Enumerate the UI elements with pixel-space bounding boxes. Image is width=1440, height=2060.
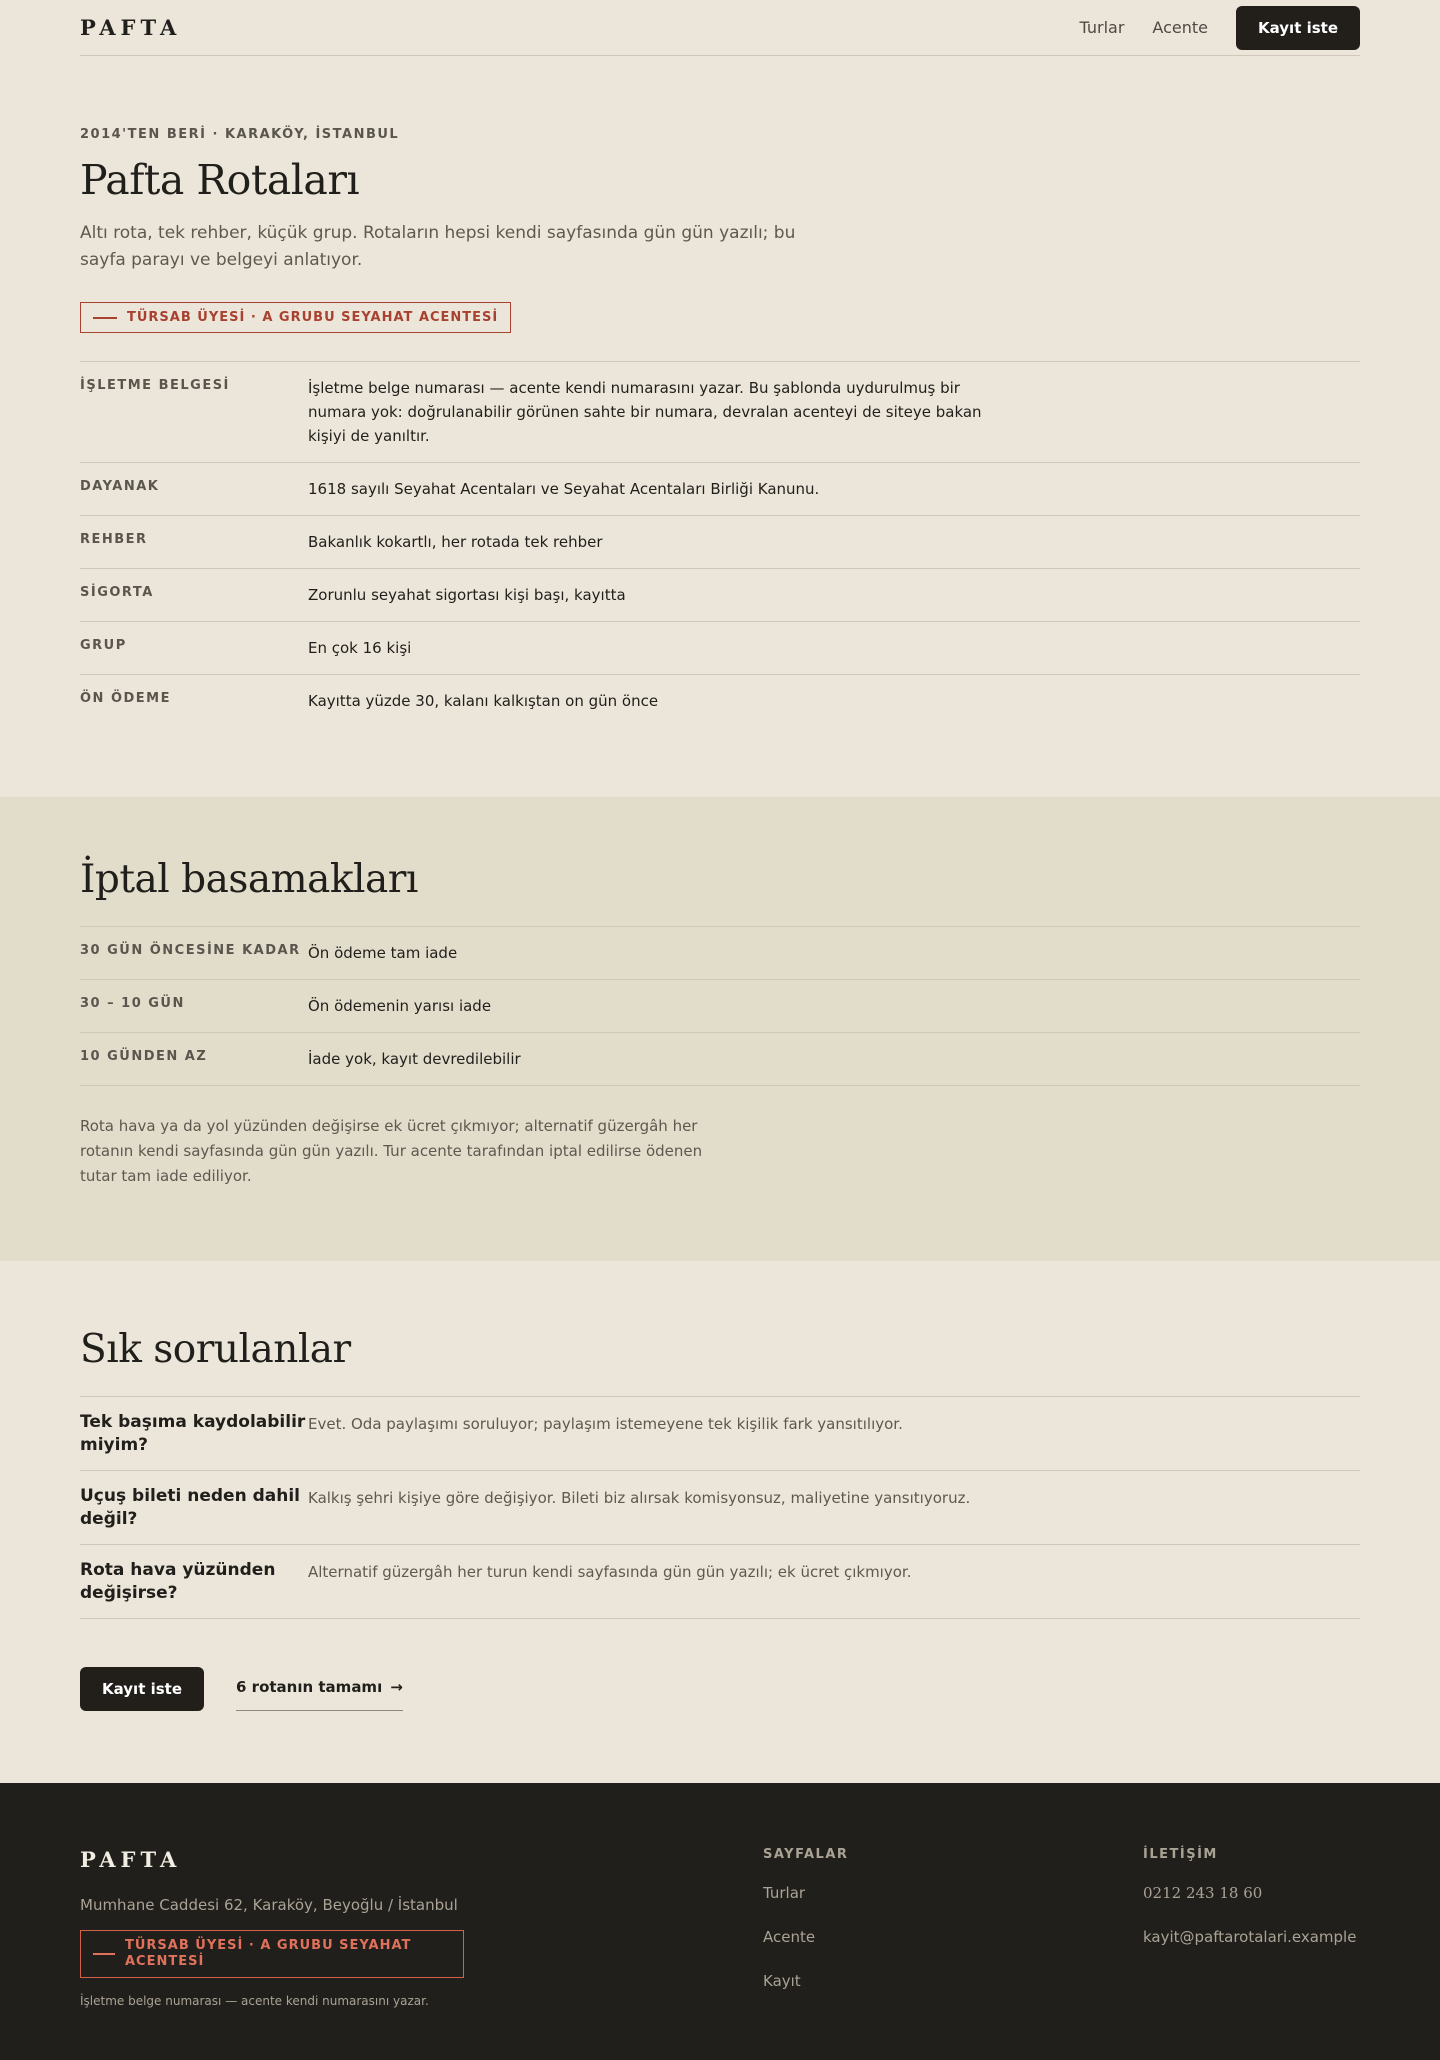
footer-tursab-badge (80, 1930, 464, 1978)
hero-section (80, 57, 1360, 727)
faq-list (80, 1396, 1360, 1619)
facts-table (80, 361, 1360, 727)
tier-value: Ön ödemenin yarısı iade (308, 997, 492, 1015)
cancellation-table (80, 926, 1360, 1086)
facts-row (80, 362, 1360, 463)
hero-eyebrow: 2014'TEN BERİ · KARAKÖY, İSTANBUL (80, 127, 400, 142)
cancellation-row (80, 927, 1360, 980)
faq-title: Sık sorulanlar (80, 1327, 351, 1372)
footer-pages-heading: SAYFALAR (763, 1847, 849, 1862)
nav-link-acente[interactable]: Acente (1152, 18, 1208, 37)
fact-key: İŞLETME BELGESİ (80, 378, 230, 393)
faq-actions (80, 1667, 1360, 1711)
site-footer (0, 1783, 1440, 2060)
site-header (0, 0, 1440, 57)
fact-key: SİGORTA (80, 585, 154, 600)
footer-phone[interactable]: 0212 243 18 60 (1143, 1884, 1263, 1902)
header-register-button[interactable]: Kayıt iste (1236, 6, 1360, 50)
faq-item (80, 1397, 1360, 1471)
tier-key: 30 – 10 GÜN (80, 996, 185, 1011)
cancellation-note: Rota hava ya da yol yüzünden değişirse ek ücret çıkmıyor; alternatif güzergâh her rotanın kendi sayfasında gün gün yazılı. Tur acente tarafından iptal edilirse ödenen tutar tam iade ediliyor. (80, 1117, 703, 1185)
facts-row (80, 569, 1360, 622)
cancellation-row (80, 980, 1360, 1033)
footer-brand (80, 1845, 763, 2008)
footer-link-kayit[interactable]: Kayıt (763, 1972, 801, 1990)
fact-value: İşletme belge numarası — acente kendi numarasını yazar. Bu şablonda uydurulmuş bir numara yok: doğrulanabilir görünen sahte bir numara, devralan acenteyi de siteye bakan kişiyi de yanıltır. (308, 379, 982, 445)
footer-contact (1143, 1845, 1360, 2008)
facts-row (80, 675, 1360, 727)
page-title: Pafta Rotaları (80, 156, 360, 204)
footer-contact-heading: İLETİŞİM (1143, 1847, 1218, 1862)
fact-value: Bakanlık kokartlı, her rotada tek rehber (308, 533, 603, 551)
fact-value: 1618 sayılı Seyahat Acentaları ve Seyahat Acentaları Birliği Kanunu. (308, 480, 820, 498)
faq-answer: Evet. Oda paylaşımı soruluyor; paylaşım istemeyene tek kişilik fark yansıtılıyor. (308, 1415, 903, 1433)
main-nav (1080, 6, 1360, 50)
faq-question: Rota hava yüzünden değişirse? (80, 1560, 276, 1603)
all-routes-link[interactable] (236, 1668, 403, 1711)
tursab-badge (80, 302, 511, 333)
badge-dash-icon (93, 317, 117, 319)
fact-key: DAYANAK (80, 479, 160, 494)
all-routes-label: 6 rotanın tamamı (236, 1677, 383, 1696)
cancellation-section (0, 797, 1440, 1261)
footer-license-note: İşletme belge numarası — acente kendi numarasını yazar. (80, 1994, 429, 2008)
tier-value: Ön ödeme tam iade (308, 944, 458, 962)
nav-link-turlar[interactable]: Turlar (1079, 18, 1125, 37)
badge-dash-icon (93, 1953, 115, 1955)
faq-question: Tek başıma kaydolabilir miyim? (80, 1412, 306, 1455)
fact-key: ÖN ÖDEME (80, 691, 171, 706)
tier-value: İade yok, kayıt devredilebilir (308, 1050, 521, 1068)
fact-key: REHBER (80, 532, 148, 547)
fact-value: En çok 16 kişi (308, 639, 412, 657)
site-logo[interactable]: PAFTA (80, 15, 182, 40)
fact-value: Zorunlu seyahat sigortası kişi başı, kayıtta (308, 586, 626, 604)
faq-answer: Kalkış şehri kişiye göre değişiyor. Bileti biz alırsak komisyonsuz, maliyetine yansıtıyoruz. (308, 1489, 971, 1507)
footer-address: Mumhane Caddesi 62, Karaköy, Beyoğlu / İstanbul (80, 1896, 458, 1914)
faq-answer: Alternatif güzergâh her turun kendi sayfasında gün gün yazılı; ek ücret çıkmıyor. (308, 1563, 912, 1581)
register-button[interactable]: Kayıt iste (80, 1667, 204, 1711)
footer-email[interactable]: kayit@paftarotalari.example (1143, 1928, 1357, 1946)
faq-question: Uçuş bileti neden dahil değil? (80, 1486, 300, 1529)
footer-pages (763, 1845, 1143, 2008)
footer-badge-label: TÜRSAB ÜYESİ · A GRUBU SEYAHAT ACENTESİ (125, 1938, 412, 1969)
facts-row (80, 463, 1360, 516)
badge-label: TÜRSAB ÜYESİ · A GRUBU SEYAHAT ACENTESİ (127, 310, 499, 325)
faq-item (80, 1545, 1360, 1619)
fact-value: Kayıtta yüzde 30, kalanı kalkıştan on gün önce (308, 692, 659, 710)
faq-item (80, 1471, 1360, 1545)
cancellation-row (80, 1033, 1360, 1086)
arrow-right-icon: → (390, 1677, 403, 1696)
footer-link-acente[interactable]: Acente (763, 1928, 816, 1946)
footer-link-turlar[interactable]: Turlar (763, 1884, 806, 1902)
cancellation-title: İptal basamakları (80, 857, 418, 902)
fact-key: GRUP (80, 638, 127, 653)
facts-row (80, 516, 1360, 569)
footer-logo[interactable]: PAFTA (80, 1847, 182, 1872)
facts-row (80, 622, 1360, 675)
hero-lead: Altı rota, tek rehber, küçük grup. Rotaların hepsi kendi sayfasında gün gün yazılı; bu sayfa parayı ve belgeyi anlatıyor. (80, 223, 796, 270)
tier-key: 30 GÜN ÖNCESİNE KADAR (80, 943, 301, 958)
tier-key: 10 GÜNDEN AZ (80, 1049, 208, 1064)
faq-section (80, 1261, 1360, 1783)
